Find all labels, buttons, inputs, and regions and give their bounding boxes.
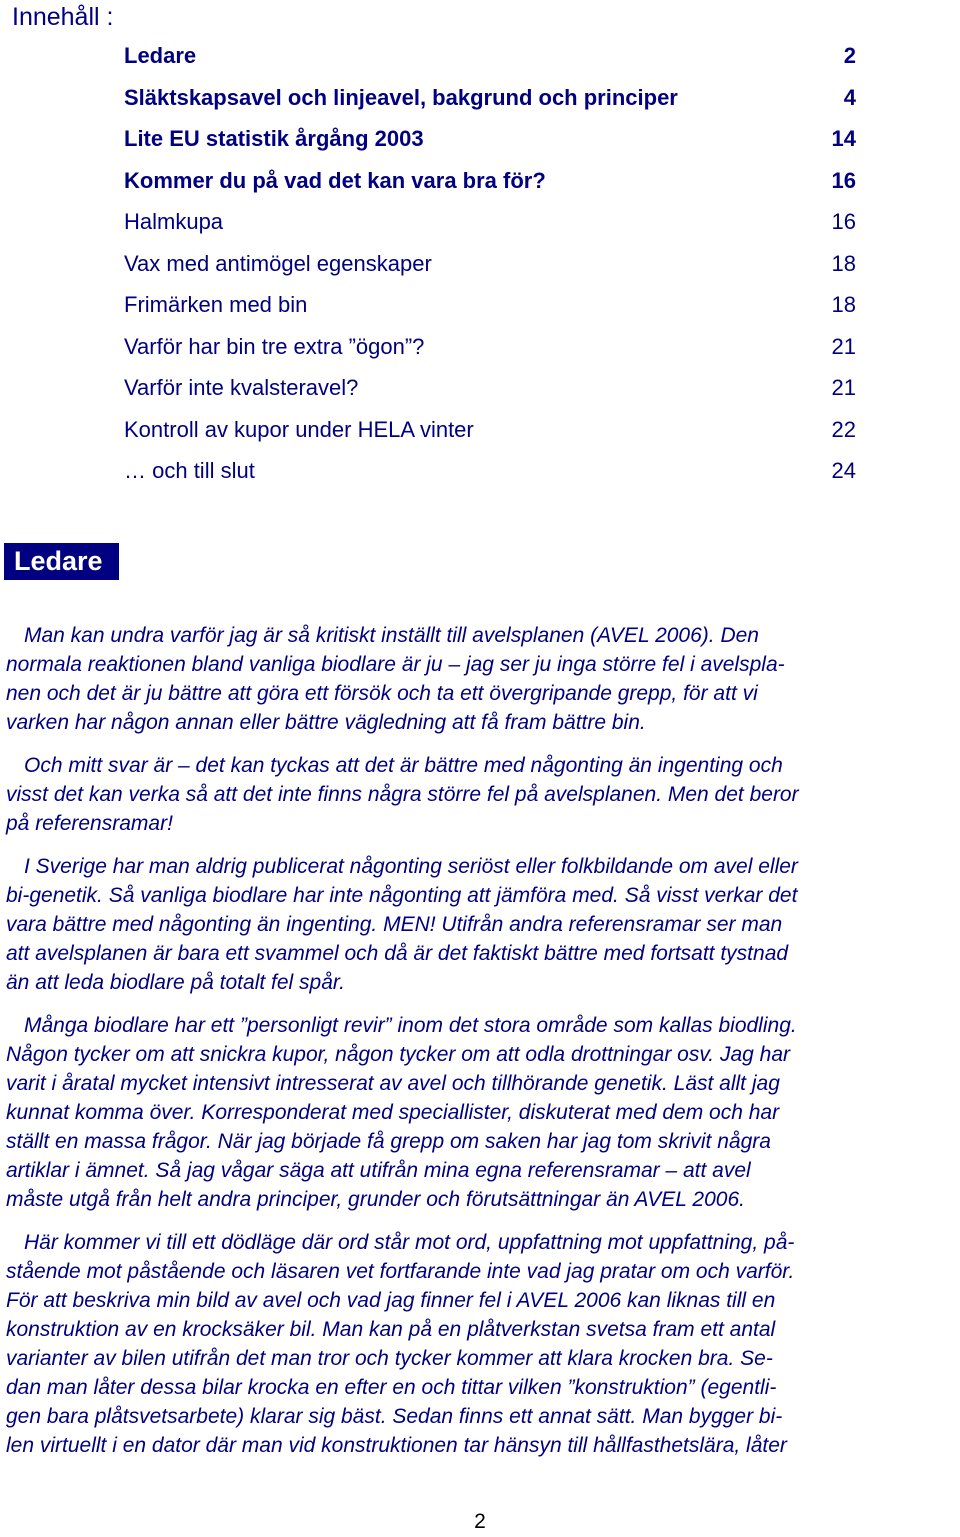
article-line: varit i åratal mycket intensivt intresserat av avel och tillhörande genetik. Läst allt jag bbox=[6, 1072, 780, 1095]
article-paragraph bbox=[6, 852, 956, 997]
toc-entry[interactable] bbox=[124, 42, 856, 84]
toc-entry-title: Halmkupa bbox=[124, 209, 224, 234]
article-line: stående mot påstående och läsaren vet fortfarande inte vad jag pratar om och varför. bbox=[6, 1260, 795, 1283]
toc-entry-title: Ledare bbox=[124, 43, 197, 68]
article-line: på referensramar! bbox=[6, 812, 173, 835]
article-line: För att beskriva min bild av avel och vad jag finner fel i AVEL 2006 kan liknas till en bbox=[6, 1289, 776, 1312]
article-paragraph bbox=[6, 1011, 956, 1214]
article-paragraph bbox=[6, 1228, 956, 1460]
article-line: konstruktion av en krocksäker bil. Man kan på en plåtverkstan svetsa fram ett antal bbox=[6, 1318, 776, 1341]
toc-entry[interactable] bbox=[124, 333, 856, 375]
toc-entry-title: Kontroll av kupor under HELA vinter bbox=[124, 416, 474, 442]
article-line: vara bättre med någonting än ingenting. MEN! Utifrån andra referensramar ser man bbox=[6, 913, 783, 936]
article-line: dan man låter dessa bilar krocka en efter en och tittar vilken ”konstruktion” (egentli- bbox=[6, 1376, 777, 1399]
toc-entry-page: 4 bbox=[843, 84, 856, 110]
article-line: artiklar i ämnet. Så jag vågar säga att utifrån mina egna referensramar – att avel bbox=[6, 1159, 751, 1182]
article-line: varken har någon annan eller bättre vägledning att få fram bättre bin. bbox=[6, 711, 646, 734]
article-line: varianter av bilen utifrån det man tror och tycker kommer att klara krocken bra. Se- bbox=[6, 1347, 773, 1370]
toc-entry-page: 21 bbox=[831, 333, 856, 359]
article-line: visst det kan verka så att det inte finns några större fel på avelsplanen. Men det beror bbox=[6, 783, 799, 806]
article-paragraph bbox=[6, 751, 956, 838]
toc-entry-title: … och till slut bbox=[124, 458, 255, 483]
article-line: Här kommer vi till ett dödläge där ord står mot ord, uppfattning mot uppfattning, på- bbox=[24, 1231, 795, 1254]
toc-entry-title: Lite EU statistik årgång 2003 bbox=[124, 126, 424, 151]
toc-entry[interactable] bbox=[124, 291, 856, 333]
toc-entry[interactable] bbox=[124, 416, 856, 458]
toc-entry-page: 2 bbox=[843, 43, 856, 68]
toc-entry-page: 14 bbox=[831, 126, 856, 151]
article-line: normala reaktionen bland vanliga biodlare är ju – jag ser ju inga större fel i avelspla- bbox=[6, 653, 785, 676]
article-line: gen bara plåtsvetsarbete) klarar sig bäst. Sedan finns ett annat sätt. Man bygger bi- bbox=[6, 1405, 783, 1428]
article-line: Någon tycker om att snickra kupor, någon tycker om att odla drottningar osv. Jag har bbox=[6, 1043, 791, 1066]
toc-entry-title: Varför har bin tre extra ”ögon”? bbox=[124, 333, 425, 359]
toc-entry[interactable] bbox=[124, 167, 856, 209]
article-line: nen och det är ju bättre att göra ett försök och ta ett övergripande grepp, för att vi bbox=[6, 682, 758, 705]
toc-entry-title: Kommer du på vad det kan vara bra för? bbox=[124, 167, 546, 193]
toc-entry[interactable] bbox=[124, 250, 856, 292]
toc-entry-title: Frimärken med bin bbox=[124, 292, 308, 317]
page-number: 2 bbox=[474, 1510, 486, 1533]
toc-title: Innehåll : bbox=[12, 3, 114, 31]
article-line: måste utgå från helt andra principer, grunder och förutsättningar än AVEL 2006. bbox=[6, 1188, 745, 1211]
toc-entry[interactable] bbox=[124, 125, 856, 167]
toc-entry[interactable] bbox=[124, 457, 856, 499]
toc-entry[interactable] bbox=[124, 208, 856, 250]
toc-entry-page: 22 bbox=[831, 416, 856, 442]
toc-entry[interactable] bbox=[124, 374, 856, 416]
section-heading: Ledare bbox=[4, 543, 119, 580]
article-line: Man kan undra varför jag är så kritiskt inställt till avelsplanen (AVEL 2006). Den bbox=[24, 624, 759, 647]
toc-entry-page: 16 bbox=[831, 167, 856, 193]
article-paragraph bbox=[6, 621, 956, 737]
toc-entry-page: 18 bbox=[831, 292, 856, 317]
toc-entry-title: Vax med antimögel egenskaper bbox=[124, 250, 432, 276]
article-line: Och mitt svar är – det kan tyckas att det är bättre med någonting än ingenting och bbox=[24, 754, 783, 777]
toc-entry[interactable] bbox=[124, 84, 856, 126]
article-line: I Sverige har man aldrig publicerat någonting seriöst eller folkbildande om avel eller bbox=[24, 855, 798, 878]
article-line: att avelsplanen är bara ett svammel och då är det faktiskt bättre med fortsatt tystnad bbox=[6, 942, 789, 965]
article-line: kunnat komma över. Korresponderat med speciallister, diskuterat med dem och har bbox=[6, 1101, 780, 1124]
article-line: len virtuellt i en dator där man vid konstruktionen tar hänsyn till hållfasthetslära, låter bbox=[6, 1434, 787, 1457]
toc-entry-title: Varför inte kvalsteravel? bbox=[124, 375, 359, 400]
table-of-contents bbox=[124, 42, 856, 499]
article-line: Många biodlare har ett ”personligt revir” inom det stora område som kallas biodling. bbox=[24, 1014, 797, 1037]
toc-entry-title: Släktskapsavel och linjeavel, bakgrund och principer bbox=[124, 84, 678, 110]
article-line: än att leda biodlare på totalt fel spår. bbox=[6, 971, 345, 994]
article-line: ställt en massa frågor. När jag började få grepp om saken har jag tom skrivit några bbox=[6, 1130, 771, 1153]
toc-entry-page: 16 bbox=[831, 209, 856, 234]
article-line: bi-genetik. Så vanliga biodlare har inte någonting att jämföra med. Så visst verkar det bbox=[6, 884, 798, 907]
article-body bbox=[6, 621, 956, 1474]
toc-entry-page: 18 bbox=[831, 250, 856, 276]
toc-entry-page: 24 bbox=[831, 458, 856, 483]
toc-entry-page: 21 bbox=[831, 375, 856, 400]
